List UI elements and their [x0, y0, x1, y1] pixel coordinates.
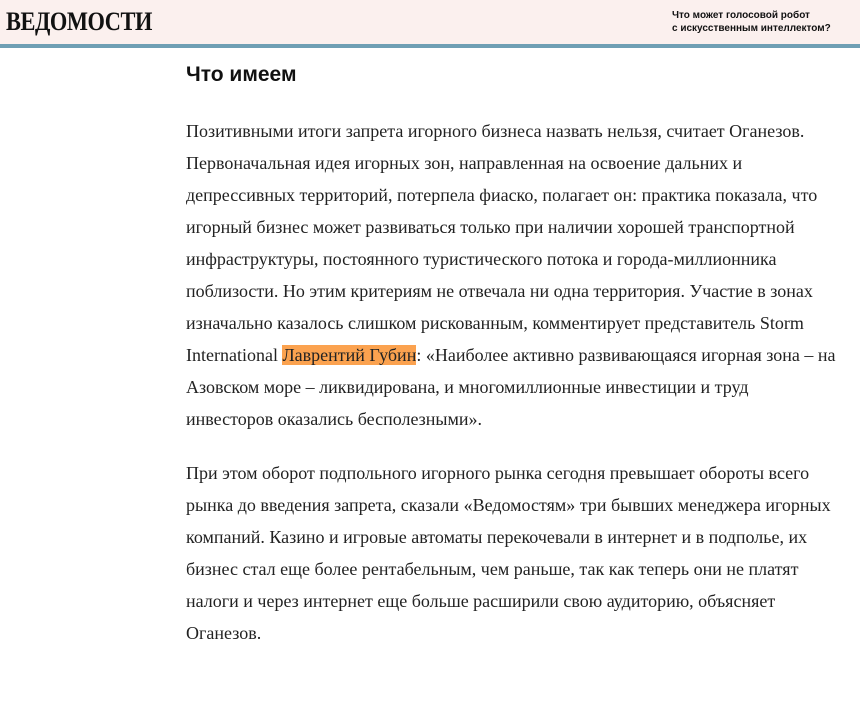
- site-logo[interactable]: ВЕДОМОСТИ: [6, 7, 152, 36]
- promo-link[interactable]: [672, 9, 852, 35]
- top-header: [0, 0, 860, 48]
- paragraph-1-text-start: Позитивными итоги запрета игорного бизнеса назвать нельзя, считает Оганезов. Первоначальная идея игорных зон, направленная на освоение дальних и депрессивных территорий, потерпела фиаско, полагает он: практика показала, что игорный бизнес может развиваться только при наличии хорошей транспортной инфраструктуры, постоянного туристического потока и города-миллионника поблизости. Но этим критериям не отвечала ни одна территория. Участие в зонах изначально казалось слишком рискованным, комментирует представитель Storm International: [186, 121, 818, 365]
- section-heading: Что имеем: [186, 63, 297, 86]
- paragraph-1-text-end: : «Наиболее активно развивающаяся игорная зона – на Азовском море – ликвидирована, и многомиллионные инвестиции и труд инвесторов оказались бесполезными».: [186, 345, 836, 429]
- paragraph-2: При этом оборот подпольного игорного рынка сегодня превышает обороты всего рынка до введения запрета, сказали «Ведомостям» три бывших менеджера игорных компаний. Казино и игровые автоматы перекочевали в интернет и в подполье, их бизнес стал еще более рентабельным, чем раньше, так как теперь они не платят налоги и через интернет еще больше расширили свою аудиторию, объясняет Оганезов.: [186, 463, 831, 643]
- promo-line-1: Что может голосовой робот: [672, 10, 810, 21]
- article-body: [186, 60, 836, 649]
- paragraph-1: [186, 115, 836, 435]
- highlighted-name[interactable]: Лаврентий Губин: [282, 345, 417, 365]
- promo-line-2: с искусственным интеллектом?: [672, 23, 831, 34]
